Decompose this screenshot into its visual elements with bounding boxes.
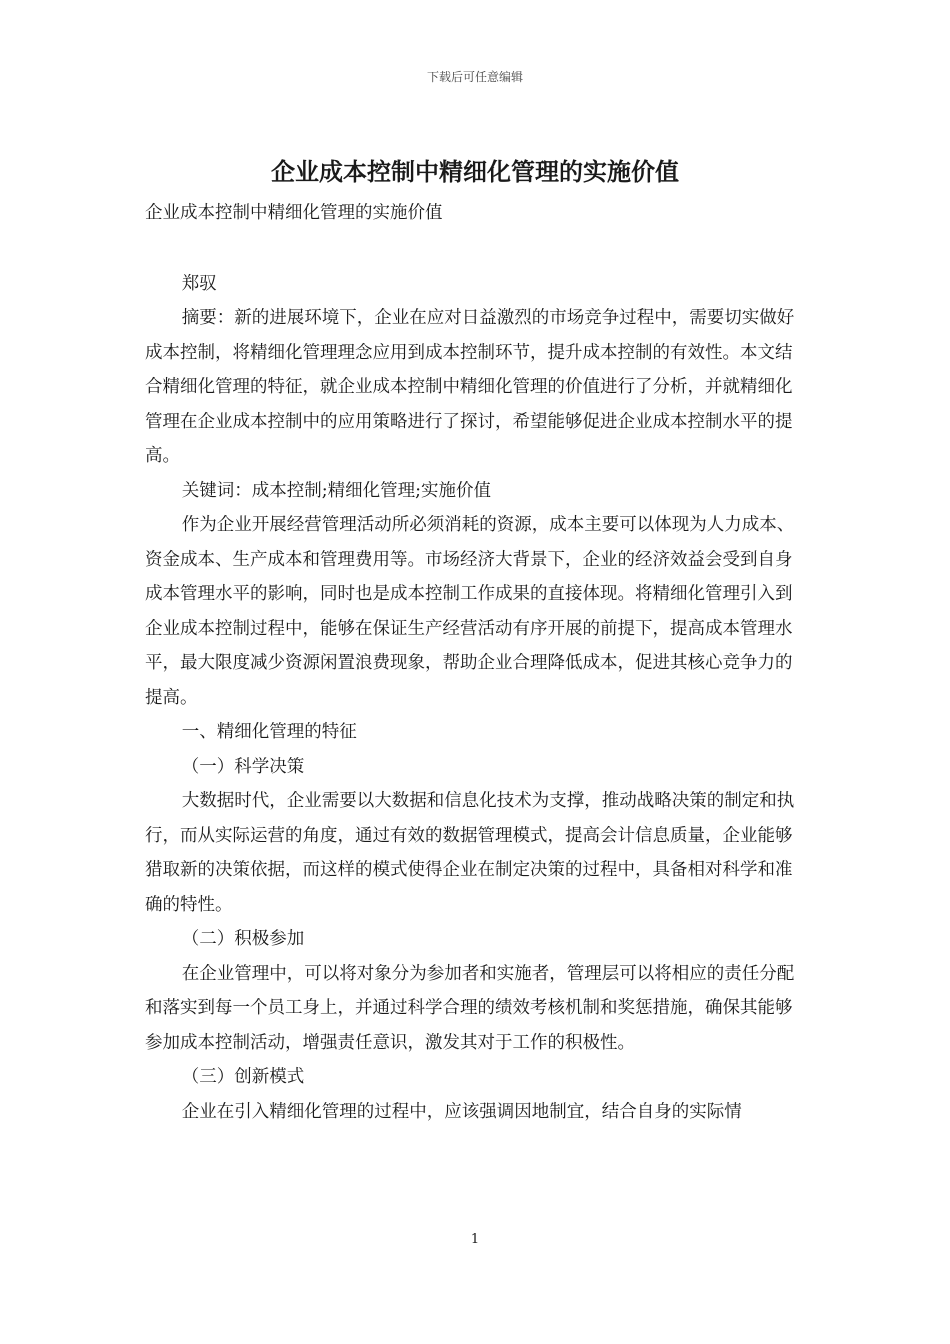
intro-paragraph: 作为企业开展经营管理活动所必须消耗的资源，成本主要可以体现为人力成本、资金成本、生产成本和管理费用等。市场经济大背景下，企业的经济效益会受到自身成本管理水平的影响，同时也是成本控制工作成果的直接体现。将精细化管理引入到企业成本控制过程中，能够在保证生产经营活动有序开展的前提下，提高成本管理水平，最大限度减少资源闲置浪费现象，帮助企业合理降低成本，促进其核心竞争力的提高。 <box>145 515 795 708</box>
header-note: 下载后可任意编辑 <box>426 70 523 84</box>
subsection-heading-1: （一）科学决策 <box>181 756 305 777</box>
document-title: 企业成本控制中精细化管理的实施价值 <box>271 158 679 186</box>
section-heading-1: 一、精细化管理的特征 <box>181 722 357 742</box>
spacer <box>145 231 805 267</box>
document-subtitle: 企业成本控制中精细化管理的实施价值 <box>145 203 443 223</box>
subsection-heading-3: （三）创新模式 <box>181 1067 305 1087</box>
subsection-body-2: 在企业管理中，可以将对象分为参加者和实施者，管理层可以将相应的责任分配和落实到每一个员工身上，并通过科学合理的绩效考核机制和奖惩措施，确保其能够参加成本控制活动，增强责任意识，激发其对于工作的积极性。 <box>145 963 795 1053</box>
author-name: 郑驭 <box>181 273 217 294</box>
abstract-paragraph: 摘要：新的进展环境下，企业在应对日益激烈的市场竞争过程中，需要切实做好成本控制，将精细化管理理念应用到成本控制环节，提升成本控制的有效性。本文结合精细化管理的特征，就企业成本控制中精细化管理的价值进行了分析，并就精细化管理在企业成本控制中的应用策略进行了探讨，希望能够促进企业成本控制水平的提高。 <box>145 308 795 466</box>
keywords-line: 关键词：成本控制;精细化管理;实施价值 <box>181 480 492 501</box>
document-body <box>145 196 805 1129</box>
page-number: 1 <box>470 1232 480 1247</box>
subsection-heading-2: （二）积极参加 <box>181 929 305 949</box>
subsection-body-3: 企业在引入精细化管理的过程中，应该强调因地制宜，结合自身的实际情 <box>181 1101 742 1122</box>
subsection-body-1: 大数据时代，企业需要以大数据和信息化技术为支撑，推动战略决策的制定和执行，而从实际运营的角度，通过有效的数据管理模式，提高会计信息质量，企业能够猎取新的决策依据，而这样的模式使得企业在制定决策的过程中，具备相对科学和准确的特性。 <box>145 791 795 915</box>
